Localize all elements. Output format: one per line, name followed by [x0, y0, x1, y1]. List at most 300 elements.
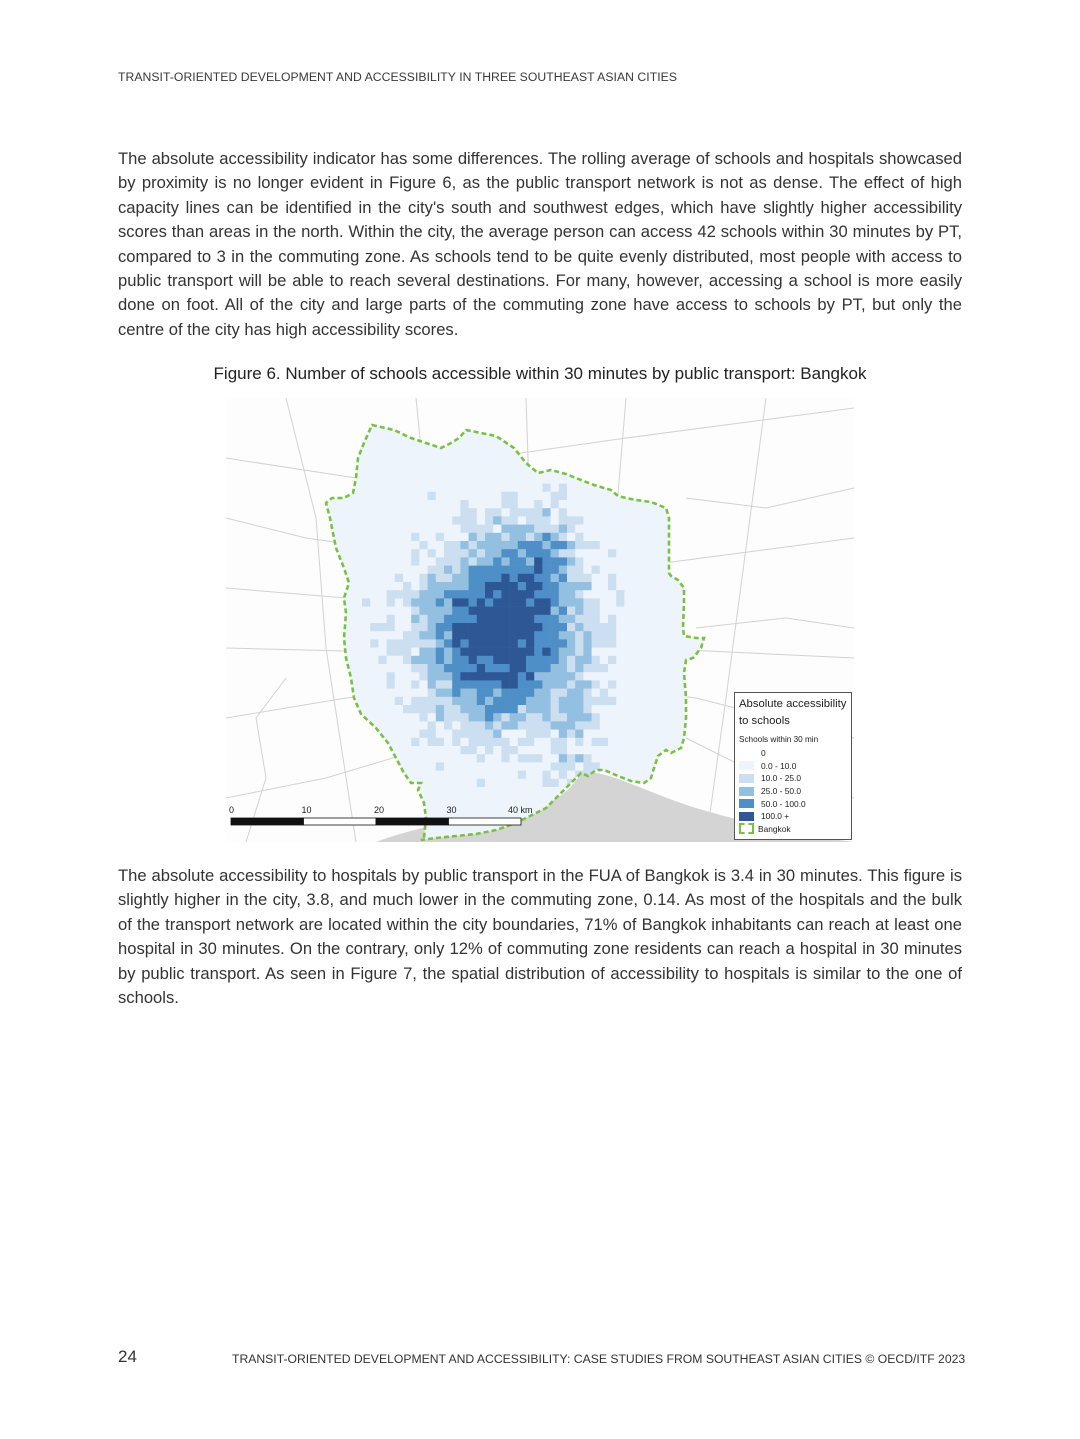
grid-cell — [633, 434, 642, 443]
grid-cell — [493, 541, 502, 550]
grid-cell — [698, 762, 707, 771]
grid-cell — [485, 574, 494, 583]
grid-cell — [575, 656, 584, 665]
grid-cell — [583, 648, 592, 657]
scale-tick-label: 40 km — [508, 805, 533, 815]
grid-cell — [493, 787, 502, 796]
grid-cell — [624, 525, 633, 534]
grid-cell — [444, 516, 453, 525]
grid-cell — [428, 730, 437, 739]
grid-cell — [633, 615, 642, 624]
grid-cell — [526, 639, 535, 648]
grid-cell — [583, 459, 592, 468]
grid-cell — [551, 443, 560, 452]
grid-cell — [321, 549, 330, 558]
grid-cell — [403, 623, 412, 632]
grid-cell — [592, 418, 601, 427]
grid-cell — [633, 631, 642, 640]
grid-cell — [362, 738, 371, 747]
grid-cell — [444, 500, 453, 509]
grid-cell — [690, 607, 699, 616]
grid-cell — [608, 746, 617, 755]
grid-cell — [485, 484, 494, 493]
grid-cell — [362, 467, 371, 476]
grid-cell — [674, 639, 683, 648]
grid-cell — [501, 582, 510, 591]
grid-cell — [641, 467, 650, 476]
grid-cell — [485, 713, 494, 722]
grid-cell — [436, 746, 445, 755]
grid-cell — [682, 443, 691, 452]
grid-cell — [436, 459, 445, 468]
grid-cell — [567, 631, 576, 640]
grid-cell — [493, 582, 502, 591]
grid-cell — [387, 607, 396, 616]
grid-cell — [493, 648, 502, 657]
grid-cell — [460, 705, 469, 714]
grid-cell — [469, 516, 478, 525]
grid-cell — [518, 475, 527, 484]
grid-cell — [641, 525, 650, 534]
grid-cell — [387, 557, 396, 566]
grid-cell — [362, 836, 371, 842]
grid-cell — [551, 549, 560, 558]
legend-title: Absolute accessibility to schools — [739, 698, 847, 727]
grid-cell — [354, 779, 363, 788]
grid-cell — [354, 574, 363, 583]
grid-cell — [657, 713, 666, 722]
grid-cell — [337, 500, 346, 509]
grid-cell — [690, 500, 699, 509]
grid-cell — [469, 672, 478, 681]
grid-cell — [567, 672, 576, 681]
grid-cell — [575, 566, 584, 575]
grid-cell — [608, 656, 617, 665]
grid-cell — [428, 574, 437, 583]
grid-cell — [428, 451, 437, 460]
grid-cell — [583, 754, 592, 763]
grid-cell — [551, 557, 560, 566]
grid-cell — [493, 713, 502, 722]
grid-cell — [624, 689, 633, 698]
grid-cell — [378, 648, 387, 657]
grid-cell — [362, 541, 371, 550]
grid-cell — [575, 721, 584, 730]
grid-cell — [551, 508, 560, 517]
grid-cell — [624, 754, 633, 763]
grid-cell — [674, 631, 683, 640]
grid-cell — [510, 762, 518, 771]
grid-cell — [419, 738, 428, 747]
grid-cell — [534, 762, 543, 771]
grid-cell — [346, 836, 355, 842]
grid-cell — [321, 713, 330, 722]
grid-cell — [526, 484, 535, 493]
legend-swatch — [739, 799, 754, 808]
grid-cell — [624, 426, 633, 435]
grid-cell — [403, 475, 412, 484]
grid-cell — [387, 730, 396, 739]
grid-cell — [624, 500, 633, 509]
grid-cell — [395, 779, 404, 788]
grid-cell — [387, 639, 396, 648]
grid-cell — [419, 754, 428, 763]
grid-cell — [542, 730, 551, 739]
grid-cell — [534, 598, 543, 607]
grid-cell — [411, 680, 420, 689]
grid-cell — [534, 787, 543, 796]
grid-cell — [542, 508, 551, 517]
grid-cell — [436, 590, 445, 599]
grid-cell — [337, 689, 346, 698]
grid-cell — [649, 697, 658, 706]
grid-cell — [542, 762, 551, 771]
grid-cell — [567, 541, 576, 550]
grid-cell — [395, 664, 404, 673]
grid-cell — [428, 803, 437, 812]
grid-cell — [493, 689, 502, 698]
grid-cell — [444, 508, 453, 517]
grid-cell — [460, 779, 469, 788]
grid-cell — [633, 574, 642, 583]
grid-cell — [592, 500, 601, 509]
grid-cell — [542, 779, 551, 788]
grid-cell — [477, 721, 486, 730]
grid-cell — [649, 721, 658, 730]
grid-cell — [551, 730, 560, 739]
grid-cell — [370, 623, 379, 632]
grid-cell — [378, 713, 387, 722]
grid-cell — [501, 754, 510, 763]
grid-cell — [354, 680, 363, 689]
grid-cell — [485, 705, 494, 714]
grid-cell — [395, 459, 404, 468]
grid-cell — [387, 525, 396, 534]
grid-cell — [542, 689, 551, 698]
grid-cell — [665, 771, 674, 780]
grid-cell — [600, 738, 609, 747]
grid-cell — [551, 779, 560, 788]
grid-cell — [403, 721, 412, 730]
grid-cell — [329, 623, 338, 632]
grid-cell — [485, 721, 494, 730]
grid-cell — [428, 795, 437, 804]
grid-cell — [518, 787, 527, 796]
grid-cell — [428, 549, 437, 558]
grid-cell — [690, 451, 699, 460]
grid-cell — [370, 590, 379, 599]
grid-cell — [518, 426, 527, 435]
grid-cell — [641, 557, 650, 566]
grid-cell — [370, 689, 379, 698]
grid-cell — [542, 795, 551, 804]
grid-cell — [665, 418, 674, 427]
grid-cell — [387, 697, 396, 706]
grid-cell — [436, 533, 445, 542]
grid-cell — [559, 607, 568, 616]
grid-cell — [616, 557, 625, 566]
grid-cell — [518, 508, 527, 517]
grid-cell — [542, 484, 551, 493]
grid-cell — [633, 475, 642, 484]
grid-cell — [395, 639, 404, 648]
grid-cell — [624, 434, 633, 443]
grid-cell — [436, 639, 445, 648]
grid-cell — [575, 754, 584, 763]
grid-cell — [608, 467, 617, 476]
grid-cell — [575, 672, 584, 681]
grid-cell — [624, 607, 633, 616]
grid-cell — [477, 754, 486, 763]
grid-cell — [403, 418, 412, 427]
grid-cell — [559, 721, 568, 730]
grid-cell — [518, 672, 527, 681]
grid-cell — [493, 795, 502, 804]
grid-cell — [665, 451, 674, 460]
grid-cell — [362, 484, 371, 493]
grid-cell — [411, 467, 420, 476]
grid-cell — [682, 730, 691, 739]
grid-cell — [362, 631, 371, 640]
grid-cell — [469, 467, 478, 476]
grid-cell — [477, 738, 486, 747]
grid-cell — [403, 525, 412, 534]
grid-cell — [395, 803, 404, 812]
grid-cell — [477, 746, 486, 755]
grid-cell — [633, 623, 642, 632]
grid-cell — [403, 787, 412, 796]
grid-cell — [657, 771, 666, 780]
grid-cell — [510, 738, 518, 747]
grid-cell — [633, 533, 642, 542]
grid-cell — [624, 771, 633, 780]
grid-cell — [428, 492, 437, 501]
grid-cell — [501, 492, 510, 501]
grid-cell — [665, 672, 674, 681]
grid-cell — [526, 721, 535, 730]
grid-cell — [551, 598, 560, 607]
grid-cell — [641, 549, 650, 558]
grid-cell — [370, 541, 379, 550]
grid-cell — [460, 492, 469, 501]
grid-cell — [444, 746, 453, 755]
grid-cell — [452, 779, 461, 788]
grid-cell — [608, 418, 617, 427]
grid-cell — [460, 631, 469, 640]
grid-cell — [452, 795, 461, 804]
grid-cell — [428, 557, 437, 566]
grid-cell — [657, 541, 666, 550]
grid-cell — [559, 582, 568, 591]
grid-cell — [534, 475, 543, 484]
grid-cell — [477, 582, 486, 591]
grid-cell — [665, 598, 674, 607]
grid-cell — [346, 787, 355, 796]
grid-cell — [649, 557, 658, 566]
legend-swatch — [739, 787, 754, 796]
grid-cell — [444, 541, 453, 550]
grid-cell — [436, 648, 445, 657]
grid-cell — [624, 574, 633, 583]
grid-cell — [346, 418, 355, 427]
grid-cell — [477, 615, 486, 624]
grid-cell — [403, 557, 412, 566]
grid-cell — [411, 689, 420, 698]
grid-cell — [698, 549, 707, 558]
grid-cell — [370, 656, 379, 665]
grid-cell — [378, 459, 387, 468]
grid-cell — [649, 467, 658, 476]
grid-cell — [403, 697, 412, 706]
grid-cell — [469, 418, 478, 427]
grid-cell — [567, 680, 576, 689]
grid-cell — [452, 418, 461, 427]
grid-cell — [526, 615, 535, 624]
grid-cell — [665, 689, 674, 698]
grid-cell — [690, 746, 699, 755]
grid-cell — [493, 574, 502, 583]
grid-cell — [362, 639, 371, 648]
grid-cell — [395, 533, 404, 542]
grid-cell — [616, 451, 625, 460]
grid-cell — [321, 525, 330, 534]
grid-cell — [436, 582, 445, 591]
grid-cell — [657, 689, 666, 698]
grid-cell — [460, 689, 469, 698]
grid-cell — [444, 484, 453, 493]
grid-cell — [657, 533, 666, 542]
grid-cell — [608, 582, 617, 591]
grid-cell — [583, 418, 592, 427]
grid-cell — [436, 738, 445, 747]
grid-cell — [698, 541, 707, 550]
grid-cell — [575, 590, 584, 599]
grid-cell — [575, 615, 584, 624]
grid-cell — [485, 598, 494, 607]
grid-cell — [321, 557, 330, 566]
grid-cell — [682, 574, 691, 583]
grid-cell — [387, 828, 396, 837]
grid-cell — [452, 656, 461, 665]
grid-cell — [600, 746, 609, 755]
grid-cell — [354, 664, 363, 673]
grid-cell — [698, 779, 707, 788]
grid-cell — [436, 607, 445, 616]
grid-cell — [493, 680, 502, 689]
grid-cell — [534, 492, 543, 501]
grid-cell — [346, 639, 355, 648]
grid-cell — [428, 672, 437, 681]
grid-cell — [551, 672, 560, 681]
grid-cell — [575, 664, 584, 673]
grid-cell — [674, 721, 683, 730]
grid-cell — [682, 500, 691, 509]
grid-cell — [485, 557, 494, 566]
grid-cell — [592, 492, 601, 501]
grid-cell — [559, 713, 568, 722]
grid-cell — [469, 607, 478, 616]
grid-cell — [354, 557, 363, 566]
grid-cell — [551, 459, 560, 468]
grid-cell — [337, 516, 346, 525]
grid-cell — [592, 713, 601, 722]
grid-cell — [510, 795, 518, 804]
grid-cell — [567, 566, 576, 575]
grid-cell — [583, 574, 592, 583]
grid-cell — [674, 475, 683, 484]
grid-cell — [665, 475, 674, 484]
grid-cell — [641, 689, 650, 698]
grid-cell — [624, 746, 633, 755]
grid-cell — [600, 656, 609, 665]
grid-cell — [501, 459, 510, 468]
grid-cell — [649, 631, 658, 640]
grid-cell — [575, 516, 584, 525]
grid-cell — [362, 615, 371, 624]
grid-cell — [501, 557, 510, 566]
grid-cell — [690, 680, 699, 689]
grid-cell — [477, 541, 486, 550]
grid-cell — [477, 705, 486, 714]
grid-cell — [682, 549, 691, 558]
grid-cell — [616, 631, 625, 640]
grid-cell — [510, 664, 518, 673]
grid-cell — [510, 631, 518, 640]
grid-cell — [469, 795, 478, 804]
grid-cell — [542, 541, 551, 550]
grid-cell — [477, 713, 486, 722]
grid-cell — [321, 803, 330, 812]
grid-cell — [395, 557, 404, 566]
grid-cell — [608, 721, 617, 730]
grid-cell — [559, 574, 568, 583]
grid-cell — [428, 648, 437, 657]
grid-cell — [649, 418, 658, 427]
grid-cell — [444, 525, 453, 534]
grid-cell — [428, 418, 437, 427]
grid-cell — [641, 697, 650, 706]
legend-row-boundary — [739, 823, 847, 836]
grid-cell — [567, 721, 576, 730]
grid-cell — [641, 746, 650, 755]
grid-cell — [510, 754, 518, 763]
grid-cell — [362, 664, 371, 673]
grid-cell — [395, 541, 404, 550]
grid-cell — [657, 639, 666, 648]
grid-cell — [436, 680, 445, 689]
grid-cell — [469, 746, 478, 755]
grid-cell — [698, 443, 707, 452]
grid-cell — [526, 508, 535, 517]
grid-cell — [616, 705, 625, 714]
grid-cell — [575, 500, 584, 509]
grid-cell — [542, 664, 551, 673]
grid-cell — [362, 566, 371, 575]
grid-cell — [674, 656, 683, 665]
grid-cell — [444, 787, 453, 796]
grid-cell — [346, 615, 355, 624]
grid-cell — [534, 689, 543, 698]
grid-cell — [526, 762, 535, 771]
grid-cell — [428, 459, 437, 468]
grid-cell — [329, 607, 338, 616]
grid-cell — [551, 648, 560, 657]
grid-cell — [624, 648, 633, 657]
grid-cell — [337, 779, 346, 788]
grid-cell — [428, 541, 437, 550]
grid-cell — [575, 705, 584, 714]
grid-cell — [575, 697, 584, 706]
